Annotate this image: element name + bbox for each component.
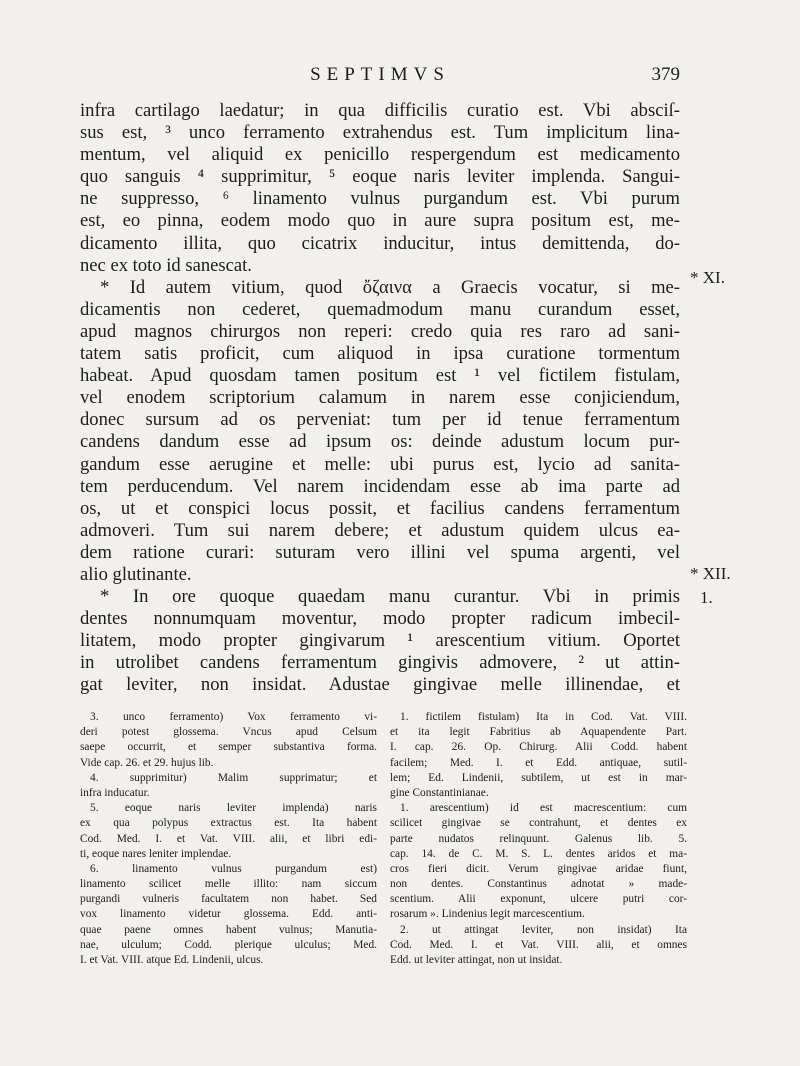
text-line: gandum esse aerugine et melle: ubi purus est, lycio ad sanita-: [80, 453, 680, 475]
text-line: sus est, ³ unco ferramento extrahendus est. Tum implicitum lina-: [80, 122, 680, 144]
text-line: mentum, vel aliquid ex penicillo respergendum est medicamento: [80, 144, 680, 166]
text-line: tatem satis proficit, cum aliquod in ipsa curatione tormentum: [80, 343, 680, 365]
footnote-line: parte nudatos relinquunt. Galenus lib. 5.: [390, 832, 687, 845]
text-line: candens dandum esse ad ipsum os: deinde adustum locum pur-: [80, 431, 680, 453]
footnote-line: saepe occurrit, et semper substantiva forma.: [80, 741, 377, 754]
text-line: donec sursum ad os perveniat: tum per id tenue ferramentum: [80, 409, 680, 431]
footnote-line: 3. unco ferramento) Vox ferramento vi-: [90, 711, 377, 723]
page-header: [80, 64, 680, 94]
footnote-line: gine Constantinianae.: [390, 786, 489, 799]
footnote-line: ex qua polypus extractus est. Ita habent: [80, 817, 377, 830]
footnote-line: 6. linamento vulnus purgandum est): [90, 862, 377, 875]
margin-note-section-1: 1.: [700, 588, 713, 607]
text-line: habeat. Apud quosdam tamen positum est ¹ vel fictilem fistulam,: [80, 365, 680, 387]
page-number: 379: [651, 64, 680, 85]
footnote-line: 4. supprimitur) Malim supprimatur; et: [90, 771, 377, 784]
text-line: dentes nonnumquam moventur, modo propter radicum imbecil-: [80, 608, 680, 630]
footnotes-right-column: [390, 710, 687, 968]
text-line: tem perducendum. Vel narem incidendam esse ab ima parte ad: [80, 475, 680, 497]
text-line: admoveri. Tum sui narem debere; et adustum quidem ulcus ea-: [80, 519, 680, 541]
text-line: os, ut et conspici locus possit, et facilius candens ferramentum: [80, 497, 680, 519]
text-line: gat leviter, non insidat. Adustae gingivae melle illinendae, et: [80, 674, 680, 696]
footnote-line: linamento scilicet melle illito: nam siccum: [80, 878, 377, 891]
text-line: vel enodem scriptorium calamum in narem esse conjiciendum,: [80, 387, 680, 409]
footnote-line: rosarum ». Lindenius legit marcescentium.: [390, 908, 585, 921]
footnote-line: 1. fictilem fistulam) Ita in Cod. Vat. VIII.: [400, 711, 687, 723]
text-line: alio glutinante.: [80, 563, 192, 585]
footnote-line: Cod. Med. I. et Vat. VIII. alii, et libri edi-: [80, 832, 377, 845]
footnote-line: 5. eoque naris leviter implenda) naris: [90, 802, 377, 815]
footnote-line: Cod. Med. I. et Vat. VIII. alii, et omnes: [390, 938, 687, 951]
footnote-line: Edd. ut leviter attingat, non ut insidat.: [390, 954, 563, 966]
text-line: dicamento illita, quo cicatrix inducitur, intus demittenda, do-: [80, 232, 680, 254]
footnote-line: scentium. Alii exponunt, ulcere putri cor-: [390, 893, 687, 906]
footnote-line: quae paene omnes habent vulnus; Manutia-: [80, 923, 377, 936]
footnote-line: facilem; Med. I. et Edd. antiquae, sutil-: [390, 756, 687, 769]
footnote-line: scilicet gingivae se contrahunt, et dentes ex: [390, 817, 687, 830]
footnote-line: vox linamento videtur glossema. Edd. anti-: [80, 908, 377, 921]
footnote-line: nae, ulculum; Codd. plerique ulculus; Med.: [80, 938, 377, 951]
footnote-line: non dentes. Constantinus adnotat » made-: [390, 878, 687, 891]
footnote-line: purgandi vulneris facultatem non habet. Sed: [80, 893, 377, 906]
footnote-line: deri potest glossema. Vncus apud Celsum: [80, 726, 377, 739]
footnote-line: cap. 14. de C. M. S. L. dentes aridos et ma-: [390, 847, 687, 860]
footnotes-left-column: [80, 710, 377, 968]
footnote-line: Vide cap. 26. et 29. hujus lib.: [80, 756, 214, 769]
footnote-line: I. et Vat. VIII. atque Ed. Lindenii, ulcus.: [80, 954, 264, 966]
text-line: est, eo pinna, eodem modo quo in aure supra positum est, me-: [80, 210, 680, 232]
footnote-line: cros fieri dicit. Verum gingivae aridae fiunt,: [390, 862, 687, 875]
text-line: ne suppresso, ⁶ linamento vulnus purgandum est. Vbi purum: [80, 188, 680, 210]
text-line: quo sanguis ⁴ supprimitur, ⁵ eoque naris leviter implenda. Sangui-: [80, 166, 680, 188]
footnote-line: lem; Ed. Lindenii, subtilem, ut est in mar-: [390, 771, 687, 784]
text-line: infra cartilago laedatur; in qua difficilis curatio est. Vbi absciſ-: [80, 100, 680, 121]
text-line: * Id autem vitium, quod ὄζαινα a Graecis vocatur, si me-: [100, 276, 680, 298]
footnote-line: I. cap. 26. Op. Chirurg. Alii Codd. habent: [390, 741, 687, 754]
text-line: nec ex toto id sanescat.: [80, 254, 252, 276]
footnote-line: ti, eoque nares leniter implendae.: [80, 847, 232, 860]
text-line: dem ratione curari: suturam vero illini vel spuma argenti, vel: [80, 541, 680, 563]
text-line: in utrolibet candens ferramentum gingivis admovere, ² ut attin-: [80, 652, 680, 674]
footnote-line: 2. ut attingat leviter, non insidat) Ita: [400, 923, 687, 936]
text-line: litatem, modo propter gingivarum ¹ arescentium vitium. Oportet: [80, 630, 680, 652]
text-line: * In ore quoque quaedam manu curantur. Vbi in primis: [100, 586, 680, 608]
footnote-line: infra inducatur.: [80, 786, 150, 799]
running-head: SEPTIMVS: [310, 64, 450, 85]
text-line: dicamentis non cederet, quemadmodum manu curandum esset,: [80, 298, 680, 320]
footnotes: [80, 710, 690, 1000]
footnote-line: et ita legit Fabritius ab Aquapendente Part.: [390, 726, 687, 739]
main-text: [80, 100, 680, 697]
margin-note-chapter-xii: * XII.: [690, 564, 731, 583]
footnote-line: 1. arescentium) id est macrescentium: cum: [400, 802, 687, 815]
margin-note-chapter-xi: * XI.: [690, 268, 725, 287]
text-line: apud magnos chirurgos non reperi: credo quia res raro ad sani-: [80, 320, 680, 342]
